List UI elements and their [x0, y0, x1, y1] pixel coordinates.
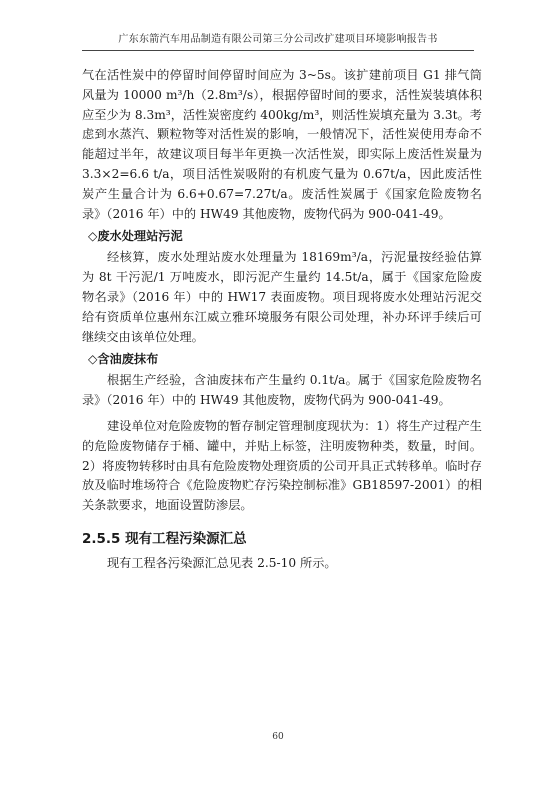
- subheading-oily-rags: ◇含油废抹布: [88, 352, 159, 367]
- paragraph-summary-reference: 现有工程各污染源汇总见表 2.5-10 所示。: [107, 555, 337, 570]
- paragraph-oily-rags: 根据生产经验，含油废抹布产生量约 0.1t/a。属于《国家危险废物名录》（2016 年）中的 HW49 其他废物，废物代码为 900-041-49。: [82, 373, 482, 408]
- page-content: [82, 66, 482, 574]
- paragraph-sludge: 经核算，废水处理站废水处理量为 18169m³/a，污泥量按经验估算为 8t 干污泥/1 万吨废水，即污泥产生量约 14.5t/a，属于《国家危险废物名录》（2016 年）中的 HW17 表面废物。项目现将废水处理站污泥交给有资质单位惠州东江威立雅环境服务有限公司处理，补办环评手续后可继续交由该单位处理。: [82, 250, 482, 344]
- page-number: 60: [272, 732, 284, 742]
- subheading-wastewater-sludge: ◇废水处理站污泥: [88, 229, 183, 244]
- section-title-2-5-5: 2.5.5 现有工程污染源汇总: [82, 530, 247, 547]
- page-header: 广东东箭汽车用品制造有限公司第三分公司改扩建项目环境影响报告书: [82, 30, 474, 51]
- paragraph-hazardous-waste-management: 建设单位对危险废物的暂存制定管理制度现状为：1）将生产过程产生的危险废物储存于桶、罐中，并贴上标签，注明废物种类，数量，时间。2）将废物转移时由具有危险废物处理资质的公司开具正式转移单。临时存放及临时堆场符合《危险废物贮存污染控制标准》GB18597-2001）的相关条款要求，地面设置防渗层。: [82, 418, 482, 513]
- paragraph-activated-carbon: 气在活性炭中的停留时间停留时间应为 3~5s。该扩建前项目 G1 排气筒风量为 10000 m³/h（2.8m³/s），根据停留时间的要求，活性炭装填体积应至少为 8.3m³，活性炭密度约 400kg/m³，则活性炭填充量为 3.3t。考虑到水蒸汽、颗粒物等对活性炭的影响，一般情况下，活性炭使用寿命不能超过半年，故建议项目每半年更换一次活性炭，即实际上废活性炭量为 3.3×2=6.6 t/a，项目活性炭吸附的有机废气量为 0.67t/a，因此废活性炭产生量合计为 6.6+0.67=7.27t/a。废活性炭属于《国家危险废物名录》（2016 年）中的 HW49 其他废物，废物代码为 900-041-49。: [82, 68, 482, 221]
